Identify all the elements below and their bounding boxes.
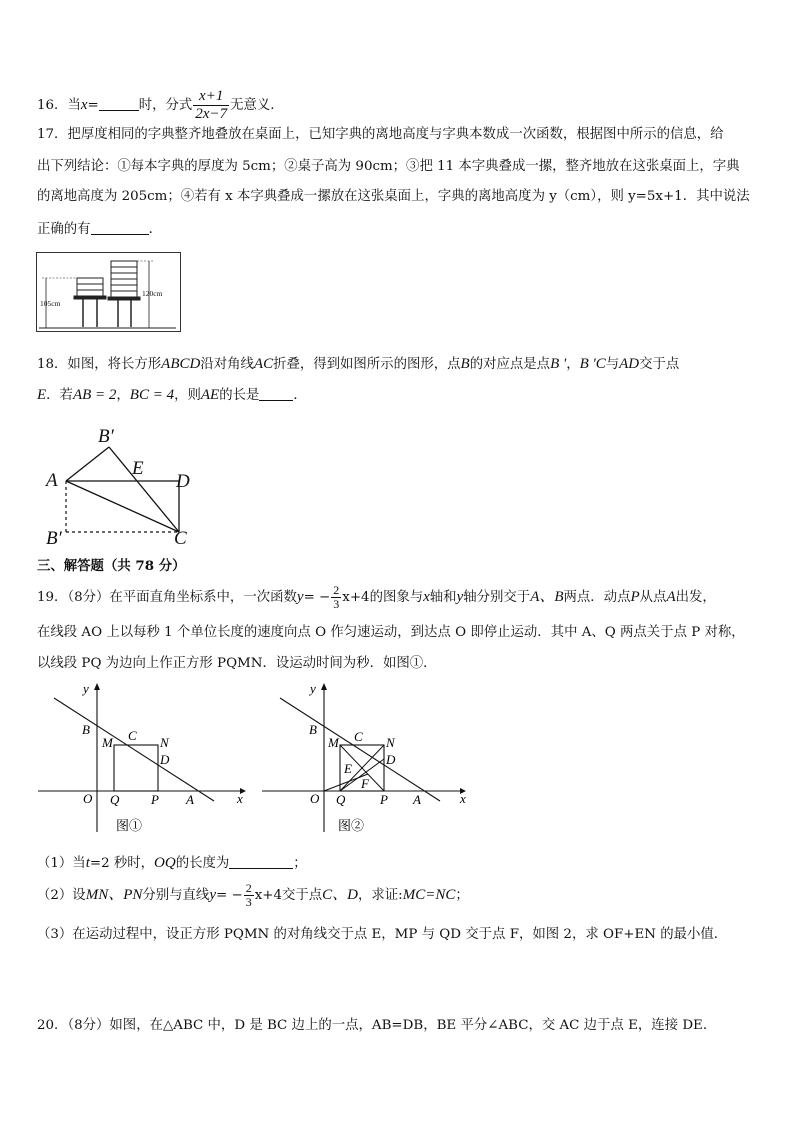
q19-text-k: 出发， — [675, 590, 716, 605]
q16-text-c: 时，分式 — [138, 98, 193, 113]
q18-figure — [40, 420, 200, 548]
q19-frac-den: 3 — [333, 597, 340, 611]
q18-text-b: 沿对角线 — [200, 357, 254, 372]
q18-ac: AC — [253, 356, 274, 372]
q18-text-e: ， — [566, 357, 580, 372]
q18-B1: B ' — [550, 356, 567, 372]
q18-line2 — [37, 386, 307, 404]
q18-B: B — [460, 356, 470, 372]
q19-p2-mc: MC=NC — [402, 887, 456, 903]
q19-f1-square — [114, 745, 158, 791]
q19-f1-label-O: O — [83, 791, 93, 806]
q19-f2-label-M: M — [328, 735, 339, 750]
q18-text-a: 18．如图，将长方形 — [37, 357, 162, 372]
q19-p2-y: y — [209, 887, 216, 903]
q16-line — [37, 88, 275, 123]
q19-AB: A、B — [530, 589, 564, 605]
q16-frac-num: x+1 — [193, 88, 229, 106]
q19-f2-label-y: y — [310, 681, 316, 696]
q18-B1C-line — [109, 447, 179, 532]
q19-f1-label-P: P — [151, 792, 159, 807]
q19-f2-label-P: P — [380, 792, 388, 807]
q19-text-i: 两点．动点 — [563, 590, 631, 605]
q19-p1-oq: OQ — [154, 855, 176, 871]
q19-f2-label-x: x — [460, 791, 466, 806]
q19-p2-frac-num: 2 — [245, 881, 252, 895]
q17-line1: 17．把厚度相同的字典整齐地叠放在桌面上，已知字典的离地高度与字典本数成一次函数，根据图中所示的信息，给 — [37, 127, 724, 142]
q18-answer-blank[interactable] — [259, 386, 293, 401]
q16-answer-blank[interactable] — [99, 96, 139, 111]
q19-f1-label-A: A — [186, 792, 194, 807]
q19-y: y — [296, 589, 304, 605]
q18-label-E: E — [132, 458, 144, 479]
q19-frac-num: 2 — [333, 583, 340, 597]
q19-f1-label-y: y — [83, 681, 89, 696]
q18-label-B: B′ — [46, 528, 62, 548]
q19-p2-e: ，求证: — [358, 888, 403, 903]
q18-AC-line — [66, 481, 179, 532]
q19-line1 — [37, 584, 716, 611]
q19-f1-label-M: M — [102, 735, 113, 750]
q18-text-2e: ． — [293, 388, 307, 403]
q18-E: E — [37, 387, 47, 403]
q17-figure — [36, 252, 181, 332]
q17-line3: 的离地高度为 205cm；④若有 x 本字典叠成一摞放在这张桌面上，字典的离地高度为 y（cm），则 y=5x+1．其中说法 — [37, 189, 750, 204]
q18-text-d: 的对应点是点 — [469, 357, 551, 372]
q16-text-b: = — [87, 98, 99, 113]
q18-text-g: 交于点 — [639, 357, 680, 372]
q19-f1-label-D: D — [160, 752, 170, 767]
q19-text-g: 轴分别交于 — [463, 590, 531, 605]
q19-f1-label-N: N — [160, 735, 169, 750]
q19-p1-b: =2 秒时， — [89, 856, 155, 871]
q19-p2-cd: C、D — [322, 887, 359, 903]
q18-line1 — [37, 356, 679, 373]
q18-text-f: 与 — [605, 357, 620, 372]
q19-p1-t: t — [85, 855, 90, 871]
q18-text-2a: ．若 — [46, 388, 73, 403]
q18-AE: AE — [200, 387, 220, 403]
q18-text-2d: 的长是 — [219, 388, 260, 403]
q19-text-e: 轴和 — [429, 590, 457, 605]
q19-p2-b: 分别与直线 — [142, 888, 210, 903]
q19-f1-label-C: C — [128, 728, 137, 743]
q19-text-c: 的图象与 — [369, 590, 424, 605]
q19-p2-fraction — [244, 882, 254, 909]
q16-number: 16． — [37, 98, 68, 113]
q19-p1-a: （1）当 — [37, 856, 86, 871]
q18-label-C: C — [174, 528, 187, 548]
q19-fraction — [331, 584, 341, 611]
q19-x-axis: x — [423, 589, 430, 605]
q19-f1-label-Q: Q — [110, 792, 120, 807]
q18-abcd: ABCD — [161, 356, 201, 372]
q17-answer-blank[interactable] — [91, 220, 149, 235]
q19-f1-label-x: x — [237, 791, 243, 806]
q17-label-120: 120cm — [142, 289, 163, 298]
q19-f1-line — [54, 698, 214, 801]
q17-line4-text: 正确的有 — [37, 222, 91, 237]
q18-AD: AD — [619, 356, 640, 372]
q16-var-x: x — [80, 97, 88, 113]
q16-frac-den: 2x−7 — [195, 106, 228, 122]
q19-P: P — [630, 589, 640, 605]
q19-p1-answer-blank[interactable] — [229, 854, 293, 869]
q17-line4 — [37, 220, 162, 238]
q19-line3: 以线段 PQ 为边向上作正方形 PQMN．设运动时间为秒．如图①． — [37, 656, 437, 671]
q18-label-D: D — [176, 471, 190, 492]
q19-f2-line — [280, 698, 440, 801]
q18-label-B1: B′ — [98, 426, 114, 447]
q19-p1-c: 的长度为 — [175, 856, 230, 871]
q19-figure1 — [34, 680, 254, 840]
q19-f2-label-A: A — [413, 792, 421, 807]
q19-p2-c: x+4 — [254, 888, 282, 903]
q17-left-stack — [74, 278, 106, 299]
q18-text-2b: ， — [116, 388, 130, 403]
q18-text-c: 折叠，得到如图所示的图形，点 — [273, 357, 461, 372]
q19-p1-d: ； — [293, 856, 307, 871]
q19-part1 — [37, 854, 307, 872]
q19-text-j: 从点 — [639, 590, 667, 605]
q16-fraction — [193, 88, 229, 123]
q18-BC: BC = 4 — [129, 387, 175, 403]
q19-f2-caption: 图② — [338, 818, 365, 833]
q19-f2-label-Q: Q — [336, 792, 346, 807]
q19-p2-f: ； — [455, 888, 469, 903]
q17-line2: 出下列结论：①每本字典的厚度为 5cm；②桌子高为 90cm；③把 11 本字典叠成一摞，整齐地放在这张桌面上，字典 — [37, 159, 740, 174]
q18-label-A: A — [46, 470, 58, 491]
q19-f1-caption: 图① — [116, 818, 143, 833]
q19-line2: 在线段 AO 上以每秒 1 个单位长度的速度向点 O 作匀速运动，到达点 O 即停止运动．其中 A、Q 两点关于点 P 对称， — [37, 625, 745, 640]
q19-figure2 — [258, 680, 478, 840]
q17-right-stack — [108, 261, 140, 300]
q19-f2-label-D: D — [386, 752, 396, 767]
q19-p2-a: （2）设 — [37, 888, 86, 903]
q19-f2-label-F: F — [361, 776, 369, 791]
q19-f1-label-B: B — [82, 722, 90, 737]
q19-text-b: x+4 — [342, 590, 370, 605]
q19-A: A — [666, 589, 676, 605]
section3-title: 三、解答题（共 78 分） — [37, 558, 186, 574]
q19-f2-label-E: E — [344, 761, 352, 776]
q19-text-a: 19．（8分）在平面直角坐标系中，一次函数 — [37, 590, 297, 605]
q19-part2 — [37, 882, 469, 909]
q19-p2-eq: = − — [216, 888, 243, 903]
q19-f2-label-N: N — [386, 735, 395, 750]
q16-text-a: 当 — [67, 98, 81, 113]
q17-label-105: 105cm — [40, 299, 61, 308]
q19-p2-mn: MN、PN — [85, 887, 143, 903]
q18-AB: AB = 2 — [72, 387, 117, 403]
q19-p2-d: 交于点 — [282, 888, 323, 903]
q19-eq: = − — [303, 590, 331, 605]
q18-AB1-line — [66, 447, 109, 481]
q19-y-axis: y — [456, 589, 464, 605]
q20-line: 20．（8分）如图，在△ABC 中，D 是 BC 边上的一点，AB=DB，BE 平分∠ABC，交 AC 边于点 E，连接 DE． — [37, 1018, 717, 1033]
q18-text-2c: ，则 — [174, 388, 201, 403]
q19-f2-label-B: B — [309, 722, 317, 737]
q19-f2-label-O: O — [310, 791, 320, 806]
q18-B1C: B 'C — [579, 356, 606, 372]
q19-p2-frac-den: 3 — [245, 895, 252, 909]
q17-line4-end: ． — [148, 222, 162, 237]
q19-f2-label-C: C — [354, 729, 363, 744]
q19-part3: （3）在运动过程中，设正方形 PQMN 的对角线交于点 E，MP 与 QD 交于点 F，如图 2，求 OF+EN 的最小值． — [37, 927, 728, 942]
q16-text-d: 无意义. — [230, 98, 275, 113]
